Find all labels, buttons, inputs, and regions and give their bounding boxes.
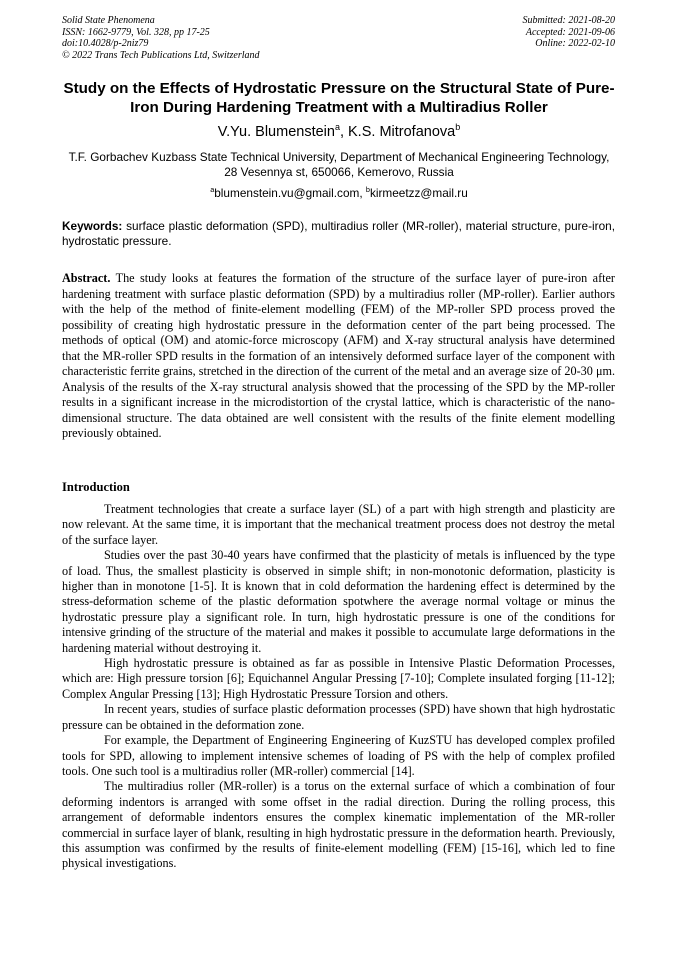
body-paragraph: Treatment technologies that create a surface layer (SL) of a part with high strength and plasticity are now relevant. At the same time, it is important that the mechanical treatment process does not destroy the metal of the surface layer.	[62, 502, 615, 547]
body-paragraph: Studies over the past 30-40 years have confirmed that the plasticity of metals is influenced by the type of load. Thus, the smallest plasticity is observed in simple shift; in non-monotonic deformation, plasticity is higher than in monotone [1-5]. It is known that in cold deformation the hardening effect is determined by the stress-deformation scheme of the plastic deformation spotwhere the average normal voltage or minus the hydrostatic pressure play a significant role. In turn, high hydrostatic pressure is one of the conditions for intensive grinding of the structure of the material and makes it possible to accumulate large deformations in the hardening material without destroying it.	[62, 548, 615, 655]
author-name: V.Yu. Blumenstein	[217, 124, 335, 140]
affiliation-mark: b	[455, 122, 461, 133]
publication-dates	[523, 15, 616, 50]
author-separator: ,	[339, 124, 349, 140]
email-address: blumenstein.vu@gmail.com,	[214, 186, 366, 200]
affiliation-mark: a	[334, 122, 340, 133]
keywords-text: surface plastic deformation (SPD), multiradius roller (MR-roller), material structure, pure-iron, hydrostatic pressure.	[62, 219, 615, 248]
date-online: Online: 2022-02-10	[535, 38, 615, 50]
abstract-text: The study looks at features the formation of the structure of the surface layer of pure-iron after hardening treatment with surface plastic deformation (SPD) by a multiradius roller (MP-roller). Earlier authors with the help of the method of finite-element modelling (FEM) of the MP-roller SPD process proved the possibility of creating high hydrostatic pressure in the deformation center of the part being processed. The methods of optical (OM) and atomic-force microscopy (AFM) and X-ray structural analysis have determined that the MR-roller SPD results in the formation of an intensively deformed surface layer of the component with characteristic ferrite grains, stretched in the direction of the current of the metal and an average size of 20-30 μm. Analysis of the results of the X-ray structural analysis showed that the processing of the SPD by the MP-roller results in a significant increase in the microdistortion of the crystal lattice, which is characteristic of the nano-dimensional structure. The data obtained are well consistent with the results of the finite element modelling previously obtained.	[62, 271, 615, 440]
affiliation: T.F. Gorbachev Kuzbass State Technical University, Department of Mechanical Engineering Technology, 28 Vesennya st, 650066, Kemerovo, Russia	[68, 150, 610, 179]
abstract-label: Abstract.	[62, 271, 111, 285]
abstract	[62, 271, 615, 442]
journal-doi: doi:10.4028/p-2niz79	[62, 38, 149, 50]
introduction-body	[62, 502, 615, 872]
journal-issn: ISSN: 1662-9779, Vol. 328, pp 17-25	[62, 26, 210, 38]
journal-name: Solid State Phenomena	[62, 15, 155, 26]
body-paragraph: High hydrostatic pressure is obtained as far as possible in Intensive Plastic Deformation Processes, which are: High pressure torsion [6]; Equichannel Angular Pressing [7-10]; Complete insulated forging [11-12]; Complex Angular Pressing [13]; High Hydrostatic Pressure Torsion and others.	[62, 656, 615, 701]
date-submitted: Submitted: 2021-08-20	[522, 15, 615, 26]
author-emails	[62, 186, 616, 201]
author-name: K.S. Mitrofanova	[348, 124, 456, 140]
body-paragraph: For example, the Department of Engineering Engineering of KuzSTU has developed complex profiled tools for SPD, allowing to implement intensive schemes of loading of PS with the help of complex profiled tools. One such tool is a multiradius roller (MR-roller) commercial [14].	[62, 733, 615, 778]
keywords-label: Keywords:	[62, 219, 123, 233]
email-address: kirmeetzz@mail.ru	[369, 186, 468, 200]
paper-title: Study on the Effects of Hydrostatic Pressure on the Structural State of Pure-Iron During Hardening Treatment with a Multiradius Roller	[63, 80, 615, 116]
email-mark: a	[210, 185, 215, 195]
email-mark: b	[365, 185, 370, 195]
journal-info	[62, 15, 260, 61]
body-paragraph: The multiradius roller (MR-roller) is a torus on the external surface of which a combination of four deforming indentors is arranged with some offset in the radial direction. During the rolling process, this arrangement of deformable indentors ensures the complex kinematic implementation of the MR-roller commercial in surface layer of blank, resulting in high hydrostatic pressure in the deformation hearth. Previously, this assumption was confirmed by the results of finite-element modelling (FEM) [15-16], which led to fine physical investigations.	[62, 779, 615, 871]
journal-copyright: © 2022 Trans Tech Publications Ltd, Switzerland	[62, 49, 260, 61]
date-accepted: Accepted: 2021-09-06	[525, 26, 615, 38]
keywords	[62, 219, 615, 249]
section-heading-introduction: Introduction	[62, 480, 130, 494]
author-list	[62, 124, 616, 141]
body-paragraph: In recent years, studies of surface plastic deformation processes (SPD) have shown that high hydrostatic pressure can be obtained in the deformation zone.	[62, 702, 615, 732]
